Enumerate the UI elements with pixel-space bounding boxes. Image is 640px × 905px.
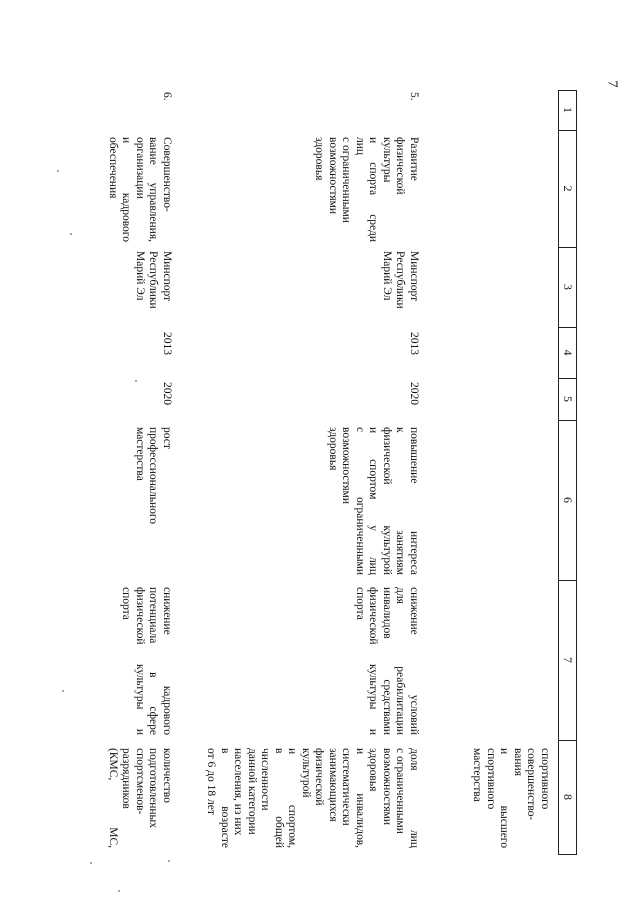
text-line: повышение интереса xyxy=(408,427,420,575)
text-line: подготовленных xyxy=(147,748,160,828)
text-line: Минспорт xyxy=(161,251,173,302)
header-cell-2: 2 xyxy=(561,185,575,192)
text-line: спортивного xyxy=(485,748,497,810)
text-line: здоровья xyxy=(327,427,339,471)
text-line: Республики xyxy=(394,251,407,309)
responsible-executor xyxy=(380,251,421,325)
text-line: здоровья xyxy=(313,137,326,181)
text-line: количество xyxy=(161,748,173,803)
text-line: физической культурой xyxy=(381,427,393,575)
start-year: 2013 xyxy=(161,332,173,355)
text-line: культурой xyxy=(300,748,312,798)
text-line: культуры xyxy=(381,137,393,183)
text-line: возможностями xyxy=(381,748,393,826)
text-line: физической культуры и xyxy=(367,587,380,735)
scan-speck xyxy=(57,170,59,172)
text-line: Развитие xyxy=(408,137,420,181)
text-line: вания xyxy=(512,748,524,776)
text-line: занимающихся xyxy=(327,748,339,822)
header-cell-6: 6 xyxy=(561,497,575,503)
column-divider xyxy=(558,854,577,855)
text-line: спортивного xyxy=(539,748,551,810)
text-line: и кадрового xyxy=(120,137,133,242)
expected-result xyxy=(133,427,174,575)
header-cell-1: 1 xyxy=(561,107,575,113)
end-year: 2020 xyxy=(161,382,173,405)
scan-speck xyxy=(70,233,72,235)
text-line: здоровья xyxy=(367,748,380,792)
start-year: 2013 xyxy=(408,332,420,355)
text-line: Республики xyxy=(147,251,160,309)
text-line: Совершенство- xyxy=(161,137,173,212)
page-number: 7 xyxy=(604,80,620,88)
text-line: вание управления, xyxy=(147,137,160,242)
continuation-col8 xyxy=(470,748,551,848)
expected-result xyxy=(326,427,421,575)
text-line: и спорта среди xyxy=(367,137,380,242)
header-cell-8: 8 xyxy=(561,794,575,800)
text-line: Марий Эл xyxy=(381,251,393,301)
text-line: совершенство- xyxy=(525,748,538,821)
text-line: от 6 до 18 лет xyxy=(205,748,218,815)
text-line: с ограниченными xyxy=(394,748,407,834)
text-line: потенциала в сфере xyxy=(147,587,160,735)
text-line: профессионального xyxy=(147,427,160,525)
text-line: систематически xyxy=(340,748,353,826)
end-year: 2020 xyxy=(408,382,420,405)
scan-speck xyxy=(118,890,120,892)
header-cell-3: 3 xyxy=(561,284,575,290)
text-line: спорта xyxy=(120,587,133,620)
text-line: и инвалидов, xyxy=(354,748,366,848)
text-line: к занятиям xyxy=(394,427,407,575)
text-line: в возрасте xyxy=(219,748,231,848)
table-header-row xyxy=(558,90,577,855)
text-line: численности xyxy=(259,748,272,811)
text-line: инвалидов средствами xyxy=(381,587,393,735)
consequences xyxy=(119,587,173,735)
text-line: и спортом, xyxy=(286,748,299,848)
text-line: рост xyxy=(161,427,173,449)
text-line: населения, из них xyxy=(232,748,245,836)
text-line: организации xyxy=(134,137,146,199)
text-line: и высшего xyxy=(498,748,511,848)
scan-speck xyxy=(62,690,64,692)
header-cell-5: 5 xyxy=(561,396,575,402)
scan-speck xyxy=(135,380,137,382)
text-line: возможностями xyxy=(327,137,339,215)
scan-speck xyxy=(168,860,170,862)
row-title xyxy=(106,137,174,242)
text-line: мастерства xyxy=(471,748,484,802)
scan-speck xyxy=(90,862,92,864)
text-line: с ограниченными xyxy=(354,427,366,575)
consequences xyxy=(353,587,421,735)
text-line: физической культуры и xyxy=(134,587,146,735)
text-line: доля лиц xyxy=(408,748,420,848)
target-indicator xyxy=(204,748,420,848)
text-line: мастерства xyxy=(134,427,146,481)
row-title xyxy=(312,137,420,242)
target-indicator xyxy=(106,748,174,848)
rotated-table xyxy=(102,90,577,855)
text-line: обеспечения xyxy=(107,137,119,199)
text-line: с ограниченными xyxy=(340,137,353,223)
text-line: спортсменов- xyxy=(134,748,146,815)
text-line: физической xyxy=(394,137,407,195)
responsible-executor xyxy=(133,251,174,325)
text-line: (КМС, МС, xyxy=(107,748,119,848)
text-line: спорта xyxy=(354,587,366,620)
text-line: физической xyxy=(313,748,326,806)
text-line: снижение кадрового xyxy=(161,587,173,735)
row-number: 6. xyxy=(161,92,173,101)
text-line: Минспорт xyxy=(408,251,420,302)
text-line: возможностями xyxy=(340,427,353,505)
text-line: и спортом у лиц xyxy=(367,427,380,575)
header-cell-4: 4 xyxy=(561,349,575,356)
text-line: в общей xyxy=(273,748,285,848)
text-line: лиц xyxy=(354,137,366,156)
text-line: для реабилитации xyxy=(394,587,407,735)
text-line: разрядников xyxy=(120,748,133,809)
text-line: снижение условий xyxy=(408,587,420,735)
text-line: данной категории xyxy=(246,748,258,835)
row-number: 5. xyxy=(408,92,420,101)
text-line: Марий Эл xyxy=(134,251,146,301)
header-cell-7: 7 xyxy=(561,657,575,663)
